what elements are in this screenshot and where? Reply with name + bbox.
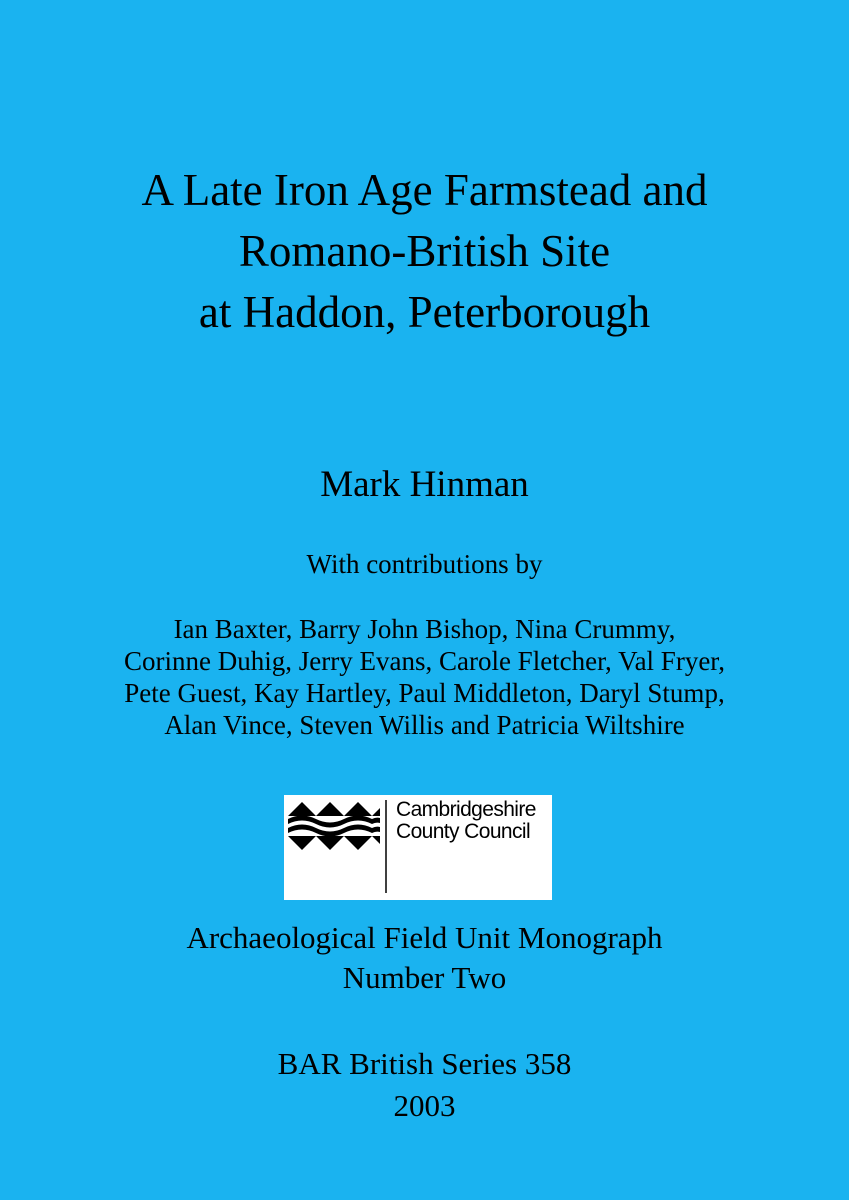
contributions-intro: With contributions by — [306, 549, 543, 579]
logo-text-line-2: County Council — [396, 820, 531, 843]
author-name: Mark Hinman — [320, 464, 529, 505]
series-line-1: Archaeological Field Unit Monograph — [186, 920, 663, 955]
logo-text-line-1: Cambridgeshire — [396, 798, 536, 821]
contributor-line-1: Ian Baxter, Barry John Bishop, Nina Crummy, — [173, 614, 676, 644]
title-line-1: A Late Iron Age Farmstead and — [141, 165, 708, 215]
monograph-series — [0, 918, 849, 998]
contributor-line-2: Corinne Duhig, Jerry Evans, Carole Fletcher, Val Fryer, — [124, 646, 725, 676]
bar-series-number: BAR British Series 358 — [277, 1046, 572, 1081]
contributor-line-3: Pete Guest, Kay Hartley, Paul Middleton, Daryl Stump, — [124, 678, 725, 708]
title-line-2: Romano-British Site — [238, 226, 611, 276]
book-title — [0, 160, 849, 343]
contributor-list — [0, 613, 849, 741]
title-line-3: at Haddon, Peterborough — [198, 287, 651, 337]
contributor-line-4: Alan Vince, Steven Willis and Patricia Wiltshire — [164, 710, 685, 740]
publication-year: 2003 — [393, 1088, 456, 1123]
council-logo — [284, 795, 552, 900]
series-line-2: Number Two — [342, 960, 507, 995]
publication-info — [0, 1043, 849, 1127]
